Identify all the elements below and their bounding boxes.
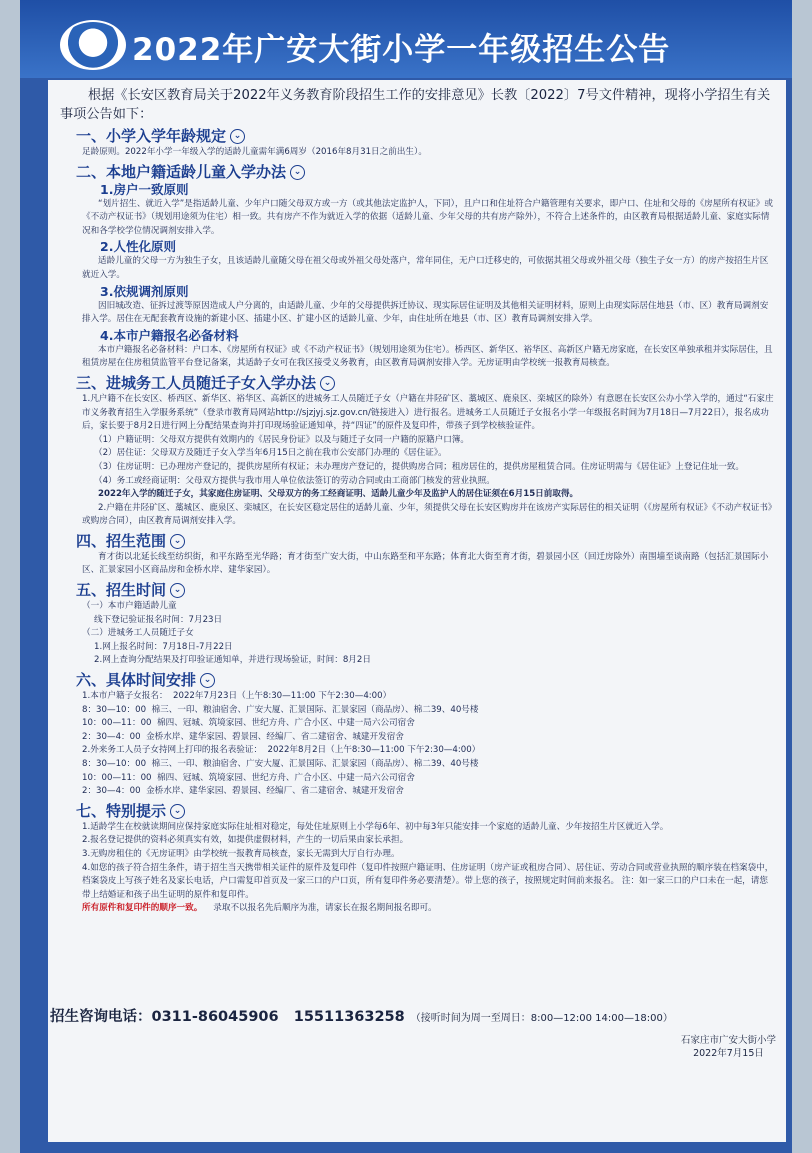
section-5-a1: 线下登记验证报名时间：7月23日 [94,614,223,625]
section-2-sub-4: 4.本市户籍报名必备材料 [100,327,239,343]
chevron-down-icon: ⌄ [170,583,185,598]
tip-4-note: 注：如一家三口的户口未在一起，请您带上结婚证和孩子出生证明的原件和复印件。 [82,876,768,900]
section-5-b: （二）进城务工人员随迁子女 [82,628,194,639]
chevron-down-icon: ⌄ [290,165,305,180]
section-6-title-text: 六、具体时间安排 [76,671,197,690]
section-3-title-text: 三、进城务工人员随迁子女入学办法 [76,373,317,392]
section-1-text: 足龄原则。2022年小学一年级入学的适龄儿童需年满6周岁（2016年8月31日之前出生）。 [82,147,427,157]
section-3-item-4: （4）务工或经商证明：父母双方提供与我市用人单位依法签订的劳动合同或由工商部门核发的营业执照。 [94,475,495,486]
section-6-heading-2-label: 2.外来务工人员子女持网上打印的报名表验证： [82,745,263,756]
section-7-title [76,802,776,820]
chevron-down-icon: ⌄ [320,376,335,391]
schedule-areas: 金桥水岸、建华家园、碧景园、经编厂、省二建宿舍、城建开发宿舍 [146,731,404,742]
section-6-heading-1-time: 2022年7月23日（上午8:30—11:00 下午2:30—4:00） [173,691,392,702]
tip-5 [82,902,776,916]
schedule-time: 10：00—11：00 [82,772,152,783]
section-1-title [76,127,776,145]
section-3-note: 2022年入学的随迁子女，其家庭住房证明、父母双方的务工经商证明、适龄儿童少年及监护人的居住证须在6月15日前取得。 [98,489,579,500]
contact-hours: （接听时间为周一至周日：8:00—12:00 14:00—18:00） [410,1013,673,1024]
tip-3: 3.无购房租住的《无房证明》由学校统一报教育局核查，家长无需到大厅自行办理。 [82,848,400,859]
section-4-title-text: 四、招生范围 [76,531,167,550]
section-3-title [76,374,776,392]
section-5-b1: 1.网上报名时间：7月18日-7月22日 [94,641,233,652]
section-2-title-text: 二、本地户籍适龄儿童入学办法 [76,162,287,181]
chevron-down-icon: ⌄ [200,673,215,688]
signature-block [681,1034,776,1060]
section-3-item-1: （1）户籍证明：父母双方提供有效期内的《居民身份证》以及与随迁子女同一户籍的原籍户口簿。 [94,434,470,445]
section-2-text-4: 本市户籍报名必备材料：户口本、《房屋所有权证》或《不动产权证书》（规划用途须为住宅）。桥西区、新华区、裕华区、高新区户籍无房家庭，在长安区单独承租并实际居住，且租赁房屋在住房租赁监管平台登记备案，其适龄子女可在我区接受义务教育，由区教育局调剂安排入学。无房证明由学校统一报教育局核查。 [82,344,773,369]
tip-red-warning: 所有原件和复印件的顺序一致。 [82,903,203,914]
section-2-sub-1: 1.房户一致原则 [100,181,189,197]
section-3-item-2: （2）居住证：父母双方及随迁子女入学当年6月15日之前在我市公安部门办理的《居住证》。 [94,448,447,459]
section-3-item-3: （3）住房证明：已办理房产登记的，提供房屋所有权证；未办理房产登记的，提供购房合同；租房居住的，提供房屋租赁合同。住房证明需与《居住证》上登记住址一致。 [94,461,745,472]
section-5-title [76,581,776,599]
section-3-text-1: 1.凡户籍不在长安区、桥西区、新华区、裕华区、高新区的进城务工人员随迁子女（户籍在井陉矿区、藁城区、鹿泉区、栾城区的除外）有意愿在长安区公办小学入学的，通过“石家庄市义务教育招生入学服务系统”（登录市教育局网站http://sjzjyj.sjz.gov.cn/链接进入）进行报名。进城务工人员随迁子女报名小学一年级报名时间为7月18日—7月22日），报名成功后，家长要于8月2日进行网上分配结果查询并打印现场验证通知单，持“四证”的原件及复印件，带孩子到学校核验证件。 [82,393,774,432]
section-2-text-3: 因旧城改造、征拆过渡等原因造成人户分离的，由适龄儿童、少年的父母提供拆迁协议、现实际居住证明及其他相关证明材料，原则上由现实际居住地县（市、区）教育局调剂安排入学。居住在无配套教育设施的新建小区、插建小区、扩建小区的适龄儿童、少年，由住址所在地县（市、区）教育局调剂安排入学。 [82,300,769,325]
section-2-text-1: “划片招生、就近入学”是指适龄儿童、少年户口随父母双方或一方（或其他法定监护人，下同），且户口和住址符合户籍管理有关要求，即户口、住址和父母的《房屋所有权证》或《不动产权证书》（规划用途须为住宅）相一致。共有房产不作为就近入学的依据（适龄儿童、少年父母的共有房产除外），不符合上述条件的，由区教育局根据适龄儿童、家庭实际情况和各学校学位情况调剂安排入学。 [82,198,773,236]
tip-5-text: 录取不以报名先后顺序为准，请家长在报名期间报名即可。 [213,903,437,914]
section-6-heading-1-label: 1.本市户籍子女报名： [82,691,168,702]
schedule-areas: 棉三、一印、粮油宿舍、广安大厦、汇景国际、汇景家园（商品房）、棉二39、40号楼 [151,759,479,769]
section-3-text-2: 2.户籍在井陉矿区、藁城区、鹿泉区、栾城区，在长安区稳定居住的适龄儿童、少年，须提供父母在长安区购房并在该房产实际居住的相关证明（《房屋所有权证》《不动产权证书》或购房合同），由区教育局调剂安排入学。 [82,502,773,527]
section-4-text: 育才街以北延长线至纺织街，和平东路至光华路；育才街至广安大街，中山东路至和平东路；体育北大街至育才街，碧景园小区（回迁房除外）南围墙至谈南路（包括汇景国际小区、汇景家园小区商品房和金桥水岸、建华家园）。 [82,551,769,576]
schedule-time: 2：30—4：00 [82,786,141,797]
section-6-heading-1 [82,690,776,704]
contact-label: 招生咨询电话： [50,1009,152,1025]
signature-org: 石家庄市广安大街小学 [680,1035,776,1046]
section-4-title [76,532,776,550]
signature-date: 2022年7月15日 [693,1048,764,1059]
tip-1: 1.适龄学生在校就读期间应保持家庭实际住址相对稳定，每处住址原则上小学每6年、初中每3年只能安排一个家庭的适龄儿童、少年按招生片区就近入学。 [82,821,669,832]
section-5-a: （一）本市户籍适龄儿童 [82,601,177,612]
section-6-heading-2 [82,744,776,758]
contact-line [50,1005,673,1026]
page-title: 2022年广安大街小学一年级招生公告 [132,32,671,68]
tip-2: 2.报名登记提供的资料必须真实有效，如提供虚假材料，产生的一切后果由家长承担。 [82,835,409,846]
chevron-down-icon: ⌄ [230,129,245,144]
school-logo-icon [60,20,126,70]
chevron-down-icon: ⌄ [170,534,185,549]
schedule-row [82,758,776,772]
schedule-areas: 棉三、一印、粮油宿舍、广安大厦、汇景国际、汇景家园（商品房）、棉二39、40号楼 [151,704,479,715]
section-6-title [76,671,776,689]
poster [20,0,792,1153]
section-2-text-2: 适龄儿童的父母一方为独生子女，且该适龄儿童随父母在祖父母或外祖父母处落户，常年同住，无户口迁移史的，可依据其祖父母或外祖父母（独生子女一方）的房产按招生片区就近入学。 [82,256,769,280]
schedule-row [82,785,776,799]
section-2-sub-3: 3.依规调剂原则 [100,283,189,299]
section-1-title-text: 一、小学入学年龄规定 [76,127,227,145]
schedule-areas: 棉四、冠城、筑境家园、世纪方舟、广合小区、中建一局六公司宿舍 [157,718,415,729]
schedule-row [82,704,776,718]
schedule-time: 10：00—11：00 [82,718,152,729]
section-2-sub-2: 2.人性化原则 [100,239,176,255]
section-7-title-text: 七、特别提示 [76,801,167,820]
contact-phone-1[interactable]: 0311-86045906 [151,1009,279,1025]
tip-4 [82,862,776,903]
schedule-row [82,772,776,786]
contact-phone-2[interactable]: 15511363258 [293,1009,405,1025]
schedule-time: 8：30—10：00 [82,759,147,769]
section-6-heading-2-time: 2022年8月2日（上午8:30—11:00 下午2:30—4:00） [267,745,481,756]
intro-paragraph: 根据《长安区教育局关于2022年义务教育阶段招生工作的安排意见》长教〔2022〕7号文件精神，现将小学招生有关事项公告如下： [60,88,771,122]
notice-body [48,80,786,1142]
schedule-areas: 金桥水岸、建华家园、碧景园、经编厂、省二建宿舍、城建开发宿舍 [146,786,404,797]
chevron-down-icon: ⌄ [170,804,185,819]
section-2-title [76,163,776,181]
poster-header [20,0,792,78]
schedule-time: 8：30—10：00 [82,704,147,715]
section-5-title-text: 五、招生时间 [76,581,167,600]
schedule-row [82,731,776,745]
schedule-time: 2：30—4：00 [82,731,141,742]
tip-4-text: 4.如您的孩子符合招生条件，请于招生当天携带相关证件的原件及复印件（复印件按照户籍证明、住房证明（房产证或租房合同）、居住证、劳动合同或营业执照的顺序装在档案袋中，档案袋皮上写孩子姓名及家长电话，户口需复印首页及一家三口的户口页，所有复印件务必要清楚）。带上您的孩子，按照规定时间前来报名。 [82,862,774,887]
schedule-row [82,717,776,731]
section-5-b2: 2.网上查询分配结果及打印验证通知单，并进行现场验证，时间：8月2日 [94,655,371,666]
schedule-areas: 棉四、冠城、筑境家园、世纪方舟、广合小区、中建一局六公司宿舍 [157,772,415,783]
